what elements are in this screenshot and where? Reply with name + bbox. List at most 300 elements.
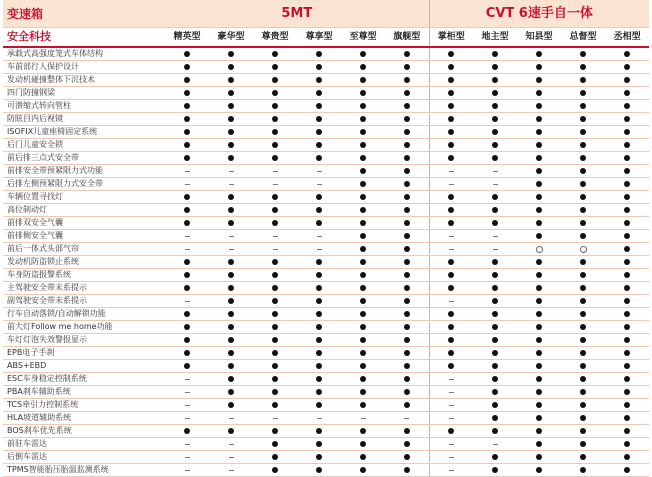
- standard-dot-icon: [492, 311, 498, 317]
- standard-dot-icon: [316, 207, 322, 213]
- not-available-dash-icon: [317, 418, 322, 419]
- standard-dot-icon: [536, 155, 542, 161]
- spec-cell: [253, 47, 297, 61]
- standard-dot-icon: [448, 90, 454, 96]
- standard-dot-icon: [536, 142, 542, 148]
- spec-cell: [605, 373, 649, 386]
- standard-dot-icon: [624, 376, 630, 382]
- standard-dot-icon: [580, 415, 586, 421]
- standard-dot-icon: [536, 64, 542, 70]
- spec-cell: [165, 47, 209, 61]
- standard-dot-icon: [536, 77, 542, 83]
- feature-label: TPMS智能胎压胎温监测系统: [3, 464, 165, 477]
- standard-dot-icon: [624, 337, 630, 343]
- standard-dot-icon: [404, 103, 410, 109]
- spec-cell: [561, 152, 605, 165]
- standard-dot-icon: [184, 129, 190, 135]
- standard-dot-icon: [228, 337, 234, 343]
- not-available-dash-icon: [449, 418, 454, 419]
- table-row: [3, 191, 649, 204]
- spec-cell: [429, 334, 473, 347]
- standard-dot-icon: [536, 402, 542, 408]
- standard-dot-icon: [360, 363, 366, 369]
- standard-dot-icon: [316, 454, 322, 460]
- spec-cell: [253, 282, 297, 295]
- standard-dot-icon: [624, 324, 630, 330]
- standard-dot-icon: [492, 389, 498, 395]
- standard-dot-icon: [536, 311, 542, 317]
- table-row: [3, 295, 649, 308]
- standard-dot-icon: [360, 337, 366, 343]
- not-available-dash-icon: [185, 184, 190, 185]
- standard-dot-icon: [360, 129, 366, 135]
- standard-dot-icon: [228, 194, 234, 200]
- feature-label: 前后一体式头部气帘: [3, 243, 165, 256]
- not-available-dash-icon: [493, 444, 498, 445]
- not-available-dash-icon: [229, 457, 234, 458]
- standard-dot-icon: [360, 181, 366, 187]
- table-row: [3, 204, 649, 217]
- spec-cell: [341, 230, 385, 243]
- spec-cell: [473, 204, 517, 217]
- spec-cell: [297, 412, 341, 425]
- spec-cell: [209, 139, 253, 152]
- spec-cell: [209, 308, 253, 321]
- spec-cell: [473, 74, 517, 87]
- standard-dot-icon: [404, 324, 410, 330]
- feature-label: 四门防撞钢梁: [3, 87, 165, 100]
- standard-dot-icon: [228, 363, 234, 369]
- standard-dot-icon: [228, 298, 234, 304]
- standard-dot-icon: [228, 376, 234, 382]
- standard-dot-icon: [624, 415, 630, 421]
- spec-cell: [253, 334, 297, 347]
- spec-cell: [209, 126, 253, 139]
- feature-label: PBA刹车辅助系统: [3, 386, 165, 399]
- spec-cell: [385, 113, 429, 126]
- not-available-dash-icon: [229, 184, 234, 185]
- spec-cell: [517, 178, 561, 191]
- standard-dot-icon: [404, 363, 410, 369]
- standard-dot-icon: [580, 77, 586, 83]
- standard-dot-icon: [360, 428, 366, 434]
- standard-dot-icon: [536, 324, 542, 330]
- feature-label: 后门儿童安全锁: [3, 139, 165, 152]
- spec-cell: [165, 217, 209, 230]
- standard-dot-icon: [228, 350, 234, 356]
- standard-dot-icon: [580, 116, 586, 122]
- spec-cell: [605, 204, 649, 217]
- feature-label: TCS牵引力控制系统: [3, 399, 165, 412]
- feature-label: 副驾驶安全带未系提示: [3, 295, 165, 308]
- spec-cell: [253, 438, 297, 451]
- spec-cell: [253, 100, 297, 113]
- standard-dot-icon: [536, 90, 542, 96]
- spec-cell: [165, 100, 209, 113]
- standard-dot-icon: [536, 103, 542, 109]
- standard-dot-icon: [580, 350, 586, 356]
- standard-dot-icon: [492, 337, 498, 343]
- standard-dot-icon: [536, 272, 542, 278]
- spec-cell: [561, 360, 605, 373]
- standard-dot-icon: [184, 51, 190, 57]
- standard-dot-icon: [272, 376, 278, 382]
- feature-label: 防眩目内后视镜: [3, 113, 165, 126]
- standard-dot-icon: [580, 428, 586, 434]
- standard-dot-icon: [272, 77, 278, 83]
- spec-cell: [253, 295, 297, 308]
- spec-cell: [385, 230, 429, 243]
- spec-cell: [605, 386, 649, 399]
- standard-dot-icon: [624, 103, 630, 109]
- spec-cell: [385, 126, 429, 139]
- standard-dot-icon: [316, 220, 322, 226]
- not-available-dash-icon: [185, 457, 190, 458]
- spec-cell: [517, 230, 561, 243]
- spec-cell: [297, 464, 341, 477]
- spec-cell: [341, 191, 385, 204]
- spec-cell: [473, 399, 517, 412]
- spec-cell: [605, 87, 649, 100]
- spec-cell: [429, 152, 473, 165]
- standard-dot-icon: [272, 454, 278, 460]
- standard-dot-icon: [404, 64, 410, 70]
- standard-dot-icon: [492, 51, 498, 57]
- standard-dot-icon: [536, 181, 542, 187]
- spec-cell: [165, 438, 209, 451]
- spec-cell: [561, 165, 605, 178]
- standard-dot-icon: [536, 259, 542, 265]
- not-available-dash-icon: [493, 236, 498, 237]
- standard-dot-icon: [272, 155, 278, 161]
- not-available-dash-icon: [185, 444, 190, 445]
- spec-cell: [165, 139, 209, 152]
- spec-cell: [385, 178, 429, 191]
- standard-dot-icon: [360, 220, 366, 226]
- spec-cell: [209, 47, 253, 61]
- standard-dot-icon: [228, 103, 234, 109]
- not-available-dash-icon: [229, 444, 234, 445]
- table-row: [3, 360, 649, 373]
- trim-header: 地主型: [473, 28, 517, 48]
- spec-cell: [209, 464, 253, 477]
- spec-cell: [561, 373, 605, 386]
- spec-cell: [165, 412, 209, 425]
- spec-cell: [605, 113, 649, 126]
- spec-cell: [385, 256, 429, 269]
- standard-dot-icon: [536, 207, 542, 213]
- feature-label: HLA坡道辅助系统: [3, 412, 165, 425]
- standard-dot-icon: [360, 324, 366, 330]
- standard-dot-icon: [624, 233, 630, 239]
- spec-cell: [517, 74, 561, 87]
- spec-cell: [341, 334, 385, 347]
- standard-dot-icon: [492, 259, 498, 265]
- standard-dot-icon: [404, 194, 410, 200]
- spec-cell: [165, 321, 209, 334]
- not-available-dash-icon: [185, 405, 190, 406]
- spec-cell: [605, 152, 649, 165]
- table-row: [3, 373, 649, 386]
- trim-header: 尊贵型: [253, 28, 297, 48]
- spec-cell: [429, 139, 473, 152]
- spec-cell: [517, 308, 561, 321]
- standard-dot-icon: [536, 194, 542, 200]
- spec-cell: [297, 87, 341, 100]
- spec-cell: [165, 165, 209, 178]
- standard-dot-icon: [448, 129, 454, 135]
- not-available-dash-icon: [229, 249, 234, 250]
- standard-dot-icon: [536, 389, 542, 395]
- spec-cell: [165, 113, 209, 126]
- feature-label: 发动机碰撞整体下沉技术: [3, 74, 165, 87]
- spec-cell: [341, 165, 385, 178]
- standard-dot-icon: [184, 428, 190, 434]
- not-available-dash-icon: [185, 301, 190, 302]
- spec-cell: [253, 113, 297, 126]
- spec-cell: [385, 412, 429, 425]
- not-available-dash-icon: [449, 457, 454, 458]
- spec-cell: [429, 217, 473, 230]
- standard-dot-icon: [404, 272, 410, 278]
- standard-dot-icon: [272, 363, 278, 369]
- spec-cell: [605, 217, 649, 230]
- standard-dot-icon: [272, 324, 278, 330]
- standard-dot-icon: [404, 233, 410, 239]
- standard-dot-icon: [316, 324, 322, 330]
- spec-cell: [253, 243, 297, 256]
- standard-dot-icon: [448, 311, 454, 317]
- standard-dot-icon: [184, 363, 190, 369]
- spec-cell: [561, 295, 605, 308]
- spec-cell: [517, 425, 561, 438]
- spec-cell: [561, 47, 605, 61]
- standard-dot-icon: [448, 51, 454, 57]
- spec-cell: [517, 61, 561, 74]
- spec-cell: [429, 126, 473, 139]
- spec-cell: [429, 347, 473, 360]
- spec-cell: [341, 178, 385, 191]
- not-available-dash-icon: [449, 444, 454, 445]
- standard-dot-icon: [536, 454, 542, 460]
- spec-cell: [253, 269, 297, 282]
- spec-cell: [253, 61, 297, 74]
- transmission-label: 变速箱: [3, 0, 165, 28]
- spec-cell: [385, 334, 429, 347]
- not-available-dash-icon: [273, 249, 278, 250]
- standard-dot-icon: [448, 207, 454, 213]
- spec-cell: [341, 373, 385, 386]
- standard-dot-icon: [536, 441, 542, 447]
- standard-dot-icon: [448, 285, 454, 291]
- spec-cell: [341, 321, 385, 334]
- spec-cell: [605, 230, 649, 243]
- standard-dot-icon: [316, 376, 322, 382]
- standard-dot-icon: [184, 103, 190, 109]
- standard-dot-icon: [272, 467, 278, 473]
- standard-dot-icon: [580, 259, 586, 265]
- standard-dot-icon: [624, 155, 630, 161]
- standard-dot-icon: [580, 181, 586, 187]
- standard-dot-icon: [228, 142, 234, 148]
- not-available-dash-icon: [449, 379, 454, 380]
- standard-dot-icon: [624, 428, 630, 434]
- spec-cell: [429, 256, 473, 269]
- standard-dot-icon: [448, 337, 454, 343]
- spec-cell: [341, 139, 385, 152]
- spec-cell: [473, 178, 517, 191]
- spec-cell: [253, 204, 297, 217]
- spec-cell: [385, 74, 429, 87]
- spec-cell: [297, 74, 341, 87]
- spec-cell: [209, 425, 253, 438]
- standard-dot-icon: [316, 272, 322, 278]
- standard-dot-icon: [492, 90, 498, 96]
- standard-dot-icon: [536, 285, 542, 291]
- spec-cell: [605, 126, 649, 139]
- spec-cell: [165, 243, 209, 256]
- standard-dot-icon: [316, 77, 322, 83]
- spec-cell: [429, 438, 473, 451]
- spec-cell: [297, 269, 341, 282]
- standard-dot-icon: [492, 467, 498, 473]
- standard-dot-icon: [404, 207, 410, 213]
- standard-dot-icon: [448, 77, 454, 83]
- spec-cell: [605, 74, 649, 87]
- table-row: [3, 126, 649, 139]
- standard-dot-icon: [228, 389, 234, 395]
- spec-cell: [517, 152, 561, 165]
- spec-cell: [429, 87, 473, 100]
- spec-cell: [517, 256, 561, 269]
- standard-dot-icon: [272, 402, 278, 408]
- feature-label: 车灯灯泡失效警报显示: [3, 334, 165, 347]
- standard-dot-icon: [404, 220, 410, 226]
- standard-dot-icon: [228, 155, 234, 161]
- standard-dot-icon: [624, 207, 630, 213]
- spec-cell: [253, 425, 297, 438]
- standard-dot-icon: [580, 363, 586, 369]
- spec-cell: [561, 100, 605, 113]
- spec-cell: [605, 282, 649, 295]
- standard-dot-icon: [492, 103, 498, 109]
- spec-cell: [297, 204, 341, 217]
- standard-dot-icon: [272, 116, 278, 122]
- standard-dot-icon: [580, 142, 586, 148]
- spec-cell: [605, 347, 649, 360]
- spec-cell: [209, 204, 253, 217]
- table-row: [3, 321, 649, 334]
- standard-dot-icon: [404, 285, 410, 291]
- spec-cell: [385, 243, 429, 256]
- standard-dot-icon: [316, 389, 322, 395]
- table-row: [3, 308, 649, 321]
- spec-cell: [517, 269, 561, 282]
- standard-dot-icon: [536, 467, 542, 473]
- spec-cell: [209, 373, 253, 386]
- spec-cell: [297, 295, 341, 308]
- spec-cell: [473, 438, 517, 451]
- not-available-dash-icon: [493, 184, 498, 185]
- standard-dot-icon: [404, 467, 410, 473]
- table-row: [3, 399, 649, 412]
- spec-cell: [341, 204, 385, 217]
- spec-cell: [561, 230, 605, 243]
- not-available-dash-icon: [493, 249, 498, 250]
- trim-header-row: [3, 28, 649, 48]
- standard-dot-icon: [624, 311, 630, 317]
- spec-cell: [517, 373, 561, 386]
- standard-dot-icon: [536, 168, 542, 174]
- spec-cell: [165, 386, 209, 399]
- spec-cell: [385, 360, 429, 373]
- standard-dot-icon: [316, 285, 322, 291]
- standard-dot-icon: [316, 103, 322, 109]
- spec-cell: [429, 464, 473, 477]
- spec-cell: [429, 412, 473, 425]
- standard-dot-icon: [184, 194, 190, 200]
- group-5mt: 5MT: [165, 0, 429, 28]
- standard-dot-icon: [404, 441, 410, 447]
- spec-cell: [209, 230, 253, 243]
- spec-cell: [429, 399, 473, 412]
- standard-dot-icon: [492, 129, 498, 135]
- spec-cell: [429, 191, 473, 204]
- not-available-dash-icon: [404, 418, 409, 419]
- not-available-dash-icon: [361, 418, 366, 419]
- standard-dot-icon: [228, 90, 234, 96]
- table-row: [3, 438, 649, 451]
- standard-dot-icon: [536, 376, 542, 382]
- standard-dot-icon: [360, 467, 366, 473]
- standard-dot-icon: [580, 51, 586, 57]
- standard-dot-icon: [272, 103, 278, 109]
- spec-cell: [341, 74, 385, 87]
- standard-dot-icon: [404, 428, 410, 434]
- spec-cell: [605, 178, 649, 191]
- spec-cell: [165, 373, 209, 386]
- spec-cell: [605, 139, 649, 152]
- standard-dot-icon: [580, 129, 586, 135]
- standard-dot-icon: [184, 90, 190, 96]
- trim-header: 丞相型: [605, 28, 649, 48]
- standard-dot-icon: [580, 298, 586, 304]
- spec-cell: [605, 269, 649, 282]
- standard-dot-icon: [272, 389, 278, 395]
- standard-dot-icon: [360, 194, 366, 200]
- spec-cell: [297, 425, 341, 438]
- trim-header: 旗舰型: [385, 28, 429, 48]
- standard-dot-icon: [492, 363, 498, 369]
- spec-cell: [209, 412, 253, 425]
- spec-cell: [385, 87, 429, 100]
- spec-cell: [517, 165, 561, 178]
- spec-cell: [429, 47, 473, 61]
- spec-cell: [429, 386, 473, 399]
- standard-dot-icon: [580, 168, 586, 174]
- spec-cell: [253, 178, 297, 191]
- spec-cell: [341, 425, 385, 438]
- standard-dot-icon: [580, 90, 586, 96]
- standard-dot-icon: [492, 194, 498, 200]
- trim-header: 精英型: [165, 28, 209, 48]
- spec-cell: [297, 113, 341, 126]
- spec-cell: [297, 373, 341, 386]
- spec-cell: [385, 139, 429, 152]
- not-available-dash-icon: [185, 392, 190, 393]
- spec-cell: [385, 464, 429, 477]
- standard-dot-icon: [404, 116, 410, 122]
